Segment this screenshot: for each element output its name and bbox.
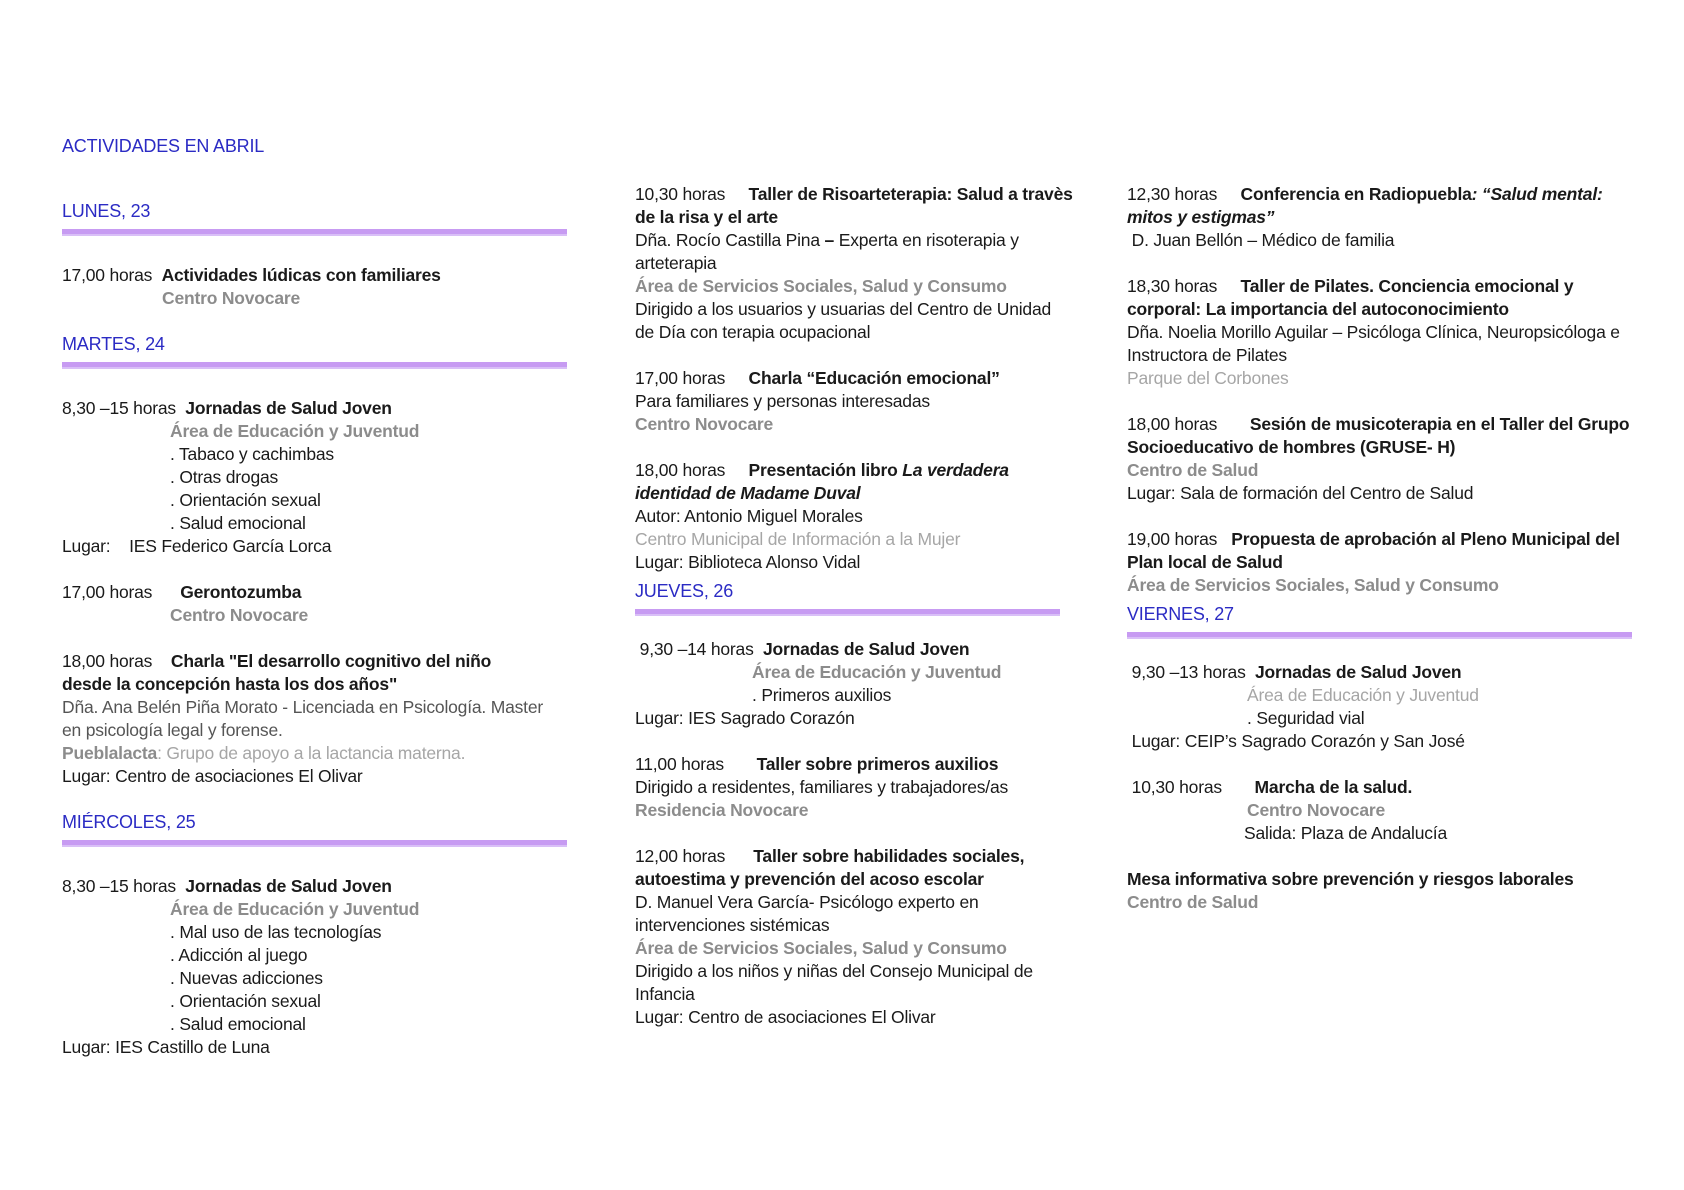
event-jueves-3 xyxy=(635,845,1060,1029)
divider xyxy=(62,840,567,847)
event-miercoles-4 xyxy=(635,459,1060,574)
event-speaker: D. Manuel Vera García- Psicólogo experto en xyxy=(635,892,979,912)
event-title: Taller sobre primeros auxilios xyxy=(756,754,999,774)
event-title: Marcha de la salud. xyxy=(1254,777,1413,797)
event-time: 19,00 horas xyxy=(1127,529,1218,549)
event-time: 18,00 horas xyxy=(1127,414,1218,434)
event-title: Taller de Risoarteterapia: Salud a travès xyxy=(748,184,1073,204)
page-title: ACTIVIDADES EN ABRIL xyxy=(62,136,265,156)
event-organizer: Centro Novocare xyxy=(162,288,301,308)
event-author: Autor: Antonio Miguel Morales xyxy=(635,506,863,526)
event-organizer: Pueblalacta xyxy=(62,743,158,763)
event-title-cont: autoestima y prevención del acoso escolar xyxy=(635,869,984,889)
event-time: 17,00 horas xyxy=(62,265,153,285)
list-item: . Orientación sexual xyxy=(170,490,321,510)
event-jueves-1 xyxy=(635,638,1060,730)
event-organizer: Centro Municipal de Información a la Mujer xyxy=(635,529,961,549)
event-jueves-4 xyxy=(1127,183,1632,252)
event-viernes-3 xyxy=(1127,868,1632,914)
event-description: Dirigido a los niños y niñas del Consejo Municipal de xyxy=(635,961,1033,981)
event-viernes-2 xyxy=(1127,776,1632,845)
divider xyxy=(62,362,567,369)
event-description: Dirigido a los usuarios y usuarias del Centro de Unidad xyxy=(635,299,1052,319)
event-organizer-desc: : Grupo de apoyo a la lactancia materna. xyxy=(157,743,466,763)
event-speaker: Dña. Rocío Castilla Pina xyxy=(635,230,820,250)
event-title-cont: desde la concepción hasta los dos años" xyxy=(62,674,398,694)
event-organizer: Área de Educación y Juventud xyxy=(170,899,420,919)
list-item: . Seguridad vial xyxy=(1247,708,1365,728)
event-location: Lugar: IES Sagrado Corazón xyxy=(635,708,855,728)
event-time: 9,30 –13 horas xyxy=(1131,662,1246,682)
divider xyxy=(62,229,567,236)
event-organizer: Centro Novocare xyxy=(170,605,309,625)
event-location: Lugar: Biblioteca Alonso Vidal xyxy=(635,552,861,572)
event-title-cont: mitos y estigmas” xyxy=(1127,207,1275,227)
event-martes-2 xyxy=(62,581,567,627)
event-title: Gerontozumba xyxy=(180,582,302,602)
day-header-jueves: JUEVES, 26 xyxy=(635,581,734,601)
event-jueves-5 xyxy=(1127,275,1632,390)
list-item: . Salud emocional xyxy=(170,513,306,533)
event-time: 12,00 horas xyxy=(635,846,726,866)
event-speaker-cont: Instructora de Pilates xyxy=(1127,345,1287,365)
event-organizer: Centro de Salud xyxy=(1127,460,1259,480)
event-time: 8,30 –15 horas xyxy=(62,398,176,418)
column-middle xyxy=(635,183,1073,1052)
event-title: Jornadas de Salud Joven xyxy=(1254,662,1462,682)
event-description-cont: Infancia xyxy=(635,984,695,1004)
event-title: Charla “Educación emocional” xyxy=(748,368,1000,388)
event-title: Jornadas de Salud Joven xyxy=(762,639,970,659)
event-speaker: D. Juan Bellón – Médico de familia xyxy=(1131,230,1395,250)
column-right xyxy=(1127,183,1632,937)
event-title-cont: corporal: La importancia del autoconocimiento xyxy=(1127,299,1509,319)
event-speaker-dash: – xyxy=(819,230,839,250)
event-speaker-cont: arteterapia xyxy=(635,253,717,273)
event-title: Taller de Pilates. Conciencia emocional y xyxy=(1240,276,1574,296)
day-header-martes: MARTES, 24 xyxy=(62,334,165,354)
list-item: . Adicción al juego xyxy=(170,945,308,965)
list-item: . Orientación sexual xyxy=(170,991,321,1011)
event-location: IES Federico García Lorca xyxy=(129,536,332,556)
event-title-cont: Plan local de Salud xyxy=(1127,552,1283,572)
event-title: Jornadas de Salud Joven xyxy=(185,876,392,896)
event-location-label: Lugar: xyxy=(62,536,111,556)
event-miercoles-2 xyxy=(635,183,1073,344)
event-location: Lugar: IES Castillo de Luna xyxy=(62,1037,270,1057)
event-title: Conferencia en Radiopuebla xyxy=(1240,184,1472,204)
event-title-cont: identidad de Madame Duval xyxy=(635,483,861,503)
event-description-cont: de Día con terapia ocupacional xyxy=(635,322,871,342)
event-organizer: Residencia Novocare xyxy=(635,800,809,820)
event-organizer: Parque del Corbones xyxy=(1127,368,1289,388)
event-title-cont: Socioeducativo de hombres (GRUSE- H) xyxy=(1127,437,1456,457)
event-description: Para familiares y personas interesadas xyxy=(635,391,930,411)
event-organizer: Centro de Salud xyxy=(1127,892,1259,912)
event-lunes-1 xyxy=(62,264,567,310)
event-viernes-1 xyxy=(1127,661,1632,753)
event-time: 10,30 horas xyxy=(635,184,726,204)
list-item: . Tabaco y cachimbas xyxy=(170,444,334,464)
day-header-viernes: VIERNES, 27 xyxy=(1127,604,1234,624)
list-item: . Salud emocional xyxy=(170,1014,306,1034)
event-speaker-cont: intervenciones sistémicas xyxy=(635,915,830,935)
list-item: . Otras drogas xyxy=(170,467,279,487)
list-item: . Nuevas adicciones xyxy=(170,968,323,988)
event-title: Charla "El desarrollo cognitivo del niño xyxy=(170,651,492,671)
event-time: 12,30 horas xyxy=(1127,184,1218,204)
event-location: Lugar: CEIP’s Sagrado Corazón y San José xyxy=(1131,731,1465,751)
divider xyxy=(635,609,1060,616)
event-time: 17,00 horas xyxy=(62,582,153,602)
event-speaker: Dña. Noelia Morillo Aguilar – Psicóloga Clínica, Neuropsicóloga e xyxy=(1127,322,1620,342)
event-speaker: Dña. Ana Belén Piña Morato - Licenciada en Psicología. Master xyxy=(62,697,543,717)
event-jueves-7 xyxy=(1127,528,1632,597)
event-time: 11,00 horas xyxy=(635,754,724,774)
event-organizer: Centro Novocare xyxy=(1247,800,1386,820)
event-title: Mesa informativa sobre prevención y riesgos laborales xyxy=(1127,869,1574,889)
event-organizer: Centro Novocare xyxy=(635,414,774,434)
event-jueves-6 xyxy=(1127,413,1632,505)
list-item: . Mal uso de las tecnologías xyxy=(170,922,382,942)
event-martes-3 xyxy=(62,650,567,788)
day-header-lunes: LUNES, 23 xyxy=(62,201,151,221)
event-miercoles-3 xyxy=(635,367,1060,436)
column-left xyxy=(62,200,567,1082)
event-time: 18,00 horas xyxy=(62,651,153,671)
event-time: 8,30 –15 horas xyxy=(62,876,176,896)
event-miercoles-1 xyxy=(62,875,567,1059)
event-time: 9,30 –14 horas xyxy=(639,639,754,659)
event-speaker-cont: en psicología legal y forense. xyxy=(62,720,283,740)
event-jueves-2 xyxy=(635,753,1060,822)
event-time: 17,00 horas xyxy=(635,368,726,388)
event-location: Salida: Plaza de Andalucía xyxy=(1244,823,1448,843)
event-title-book: La verdadera xyxy=(902,460,1009,480)
event-title: Sesión de musicoterapia en el Taller del Grupo xyxy=(1249,414,1630,434)
event-organizer: Área de Educación y Juventud xyxy=(170,421,420,441)
event-organizer: Área de Educación y Juventud xyxy=(1247,685,1479,705)
event-location: Lugar: Centro de asociaciones El Olivar xyxy=(635,1007,936,1027)
event-organizer: Área de Educación y Juventud xyxy=(752,662,1002,682)
event-organizer: Área de Servicios Sociales, Salud y Consumo xyxy=(1127,575,1499,595)
event-organizer: Área de Servicios Sociales, Salud y Consumo xyxy=(635,938,1007,958)
event-time: 10,30 horas xyxy=(1131,777,1222,797)
event-title: Propuesta de aprobación al Pleno Municipal del xyxy=(1231,529,1620,549)
event-time: 18,30 horas xyxy=(1127,276,1218,296)
list-item: . Primeros auxilios xyxy=(752,685,892,705)
event-location: Lugar: Centro de asociaciones El Olivar xyxy=(62,766,363,786)
event-title: Taller sobre habilidades sociales, xyxy=(753,846,1025,866)
event-title: Actividades lúdicas con familiares xyxy=(161,265,441,285)
event-martes-1 xyxy=(62,397,567,558)
event-description: Dirigido a residentes, familiares y trabajadores/as xyxy=(635,777,1009,797)
event-title-cont: de la risa y el arte xyxy=(635,207,778,227)
event-title: Jornadas de Salud Joven xyxy=(185,398,392,418)
event-title-quote: : “Salud mental: xyxy=(1471,184,1603,204)
event-time: 18,00 horas xyxy=(635,460,726,480)
event-title: Presentación libro xyxy=(748,460,903,480)
divider xyxy=(1127,632,1632,639)
event-speaker-role: Experta en risoterapia y xyxy=(838,230,1019,250)
event-location: Lugar: Sala de formación del Centro de Salud xyxy=(1127,483,1474,503)
day-header-miercoles: MIÉRCOLES, 25 xyxy=(62,812,196,832)
event-organizer: Área de Servicios Sociales, Salud y Consumo xyxy=(635,276,1007,296)
